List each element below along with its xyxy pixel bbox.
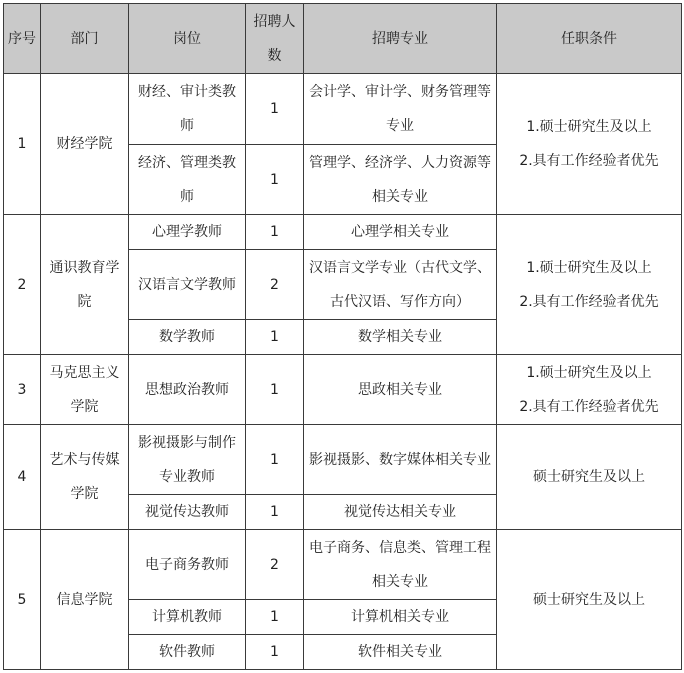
dept-line: 院 [77,293,92,310]
header-requirements: 任职条件 [497,4,682,74]
position-line: 视觉传达教师 [145,504,229,520]
major-cell [304,425,497,495]
major-line: 视觉传达相关专业 [344,504,456,520]
seq-cell: 2 [4,215,41,355]
seq-cell: 5 [4,530,41,670]
position-cell [129,600,246,635]
position-line: 心理学教师 [152,224,222,240]
requirements-cell [497,530,682,670]
position-cell [129,320,246,355]
position-line: 软件教师 [159,644,215,660]
major-line: 古代汉语、写作方向） [330,293,470,310]
dept-line: 通识教育学 [49,259,120,276]
seq-cell: 3 [4,355,41,425]
dept-cell [41,215,129,355]
position-line: 经济、管理类教 [138,154,236,171]
major-line: 影视摄影、数字媒体相关专业 [309,451,491,468]
position-line: 电子商务教师 [145,556,229,573]
major-line: 数学相关专业 [358,329,442,345]
position-line: 影视摄影与制作 [138,434,236,451]
position-cell [129,215,246,250]
requirement-line: 1.硕士研究生及以上 [526,259,652,276]
dept-cell [41,425,129,530]
position-cell [129,530,246,600]
position-line: 思想政治教师 [145,381,229,398]
requirements-cell [497,425,682,530]
position-cell [129,145,246,215]
major-line: 汉语言文学专业（古代文学、 [309,259,491,276]
dept-line: 艺术与传媒 [49,452,120,468]
header-count-line: 数 [267,47,282,64]
major-cell [304,74,497,145]
major-line: 管理学、经济学、人力资源等 [309,154,491,171]
requirement-line: 2.具有工作经验者优先 [519,293,659,310]
major-cell [304,355,497,425]
table-row [4,74,682,145]
dept-line: 财经学院 [56,136,113,152]
table-row [4,530,682,600]
count-cell: 1 [246,600,304,635]
header-position: 岗位 [129,4,246,74]
table-row [4,425,682,495]
major-cell [304,145,497,215]
dept-line: 学院 [70,486,99,502]
position-line: 汉语言文学教师 [138,276,236,293]
major-line: 电子商务、信息类、管理工程 [309,539,491,556]
header-count-line: 招聘人 [253,13,296,30]
count-cell: 1 [246,145,304,215]
position-cell [129,250,246,320]
count-cell: 2 [246,250,304,320]
major-cell [304,530,497,600]
dept-line: 学院 [70,398,99,415]
position-line: 师 [180,118,194,134]
count-cell: 1 [246,74,304,145]
major-line: 计算机相关专业 [351,609,449,625]
major-line: 相关专业 [372,573,428,590]
header-major: 招聘专业 [304,4,497,74]
major-cell [304,250,497,320]
requirement-line: 硕士研究生及以上 [533,591,645,608]
requirement-line: 硕士研究生及以上 [533,469,645,485]
count-cell: 1 [246,495,304,530]
dept-line: 信息学院 [56,591,113,608]
seq-cell: 1 [4,74,41,215]
header-seq: 序号 [4,4,41,74]
major-line: 专业 [386,118,414,134]
major-cell [304,215,497,250]
table-body [4,74,682,670]
count-cell: 1 [246,635,304,670]
position-cell [129,495,246,530]
position-line: 财经、审计类教 [138,84,236,100]
major-line: 思政相关专业 [358,381,442,398]
table-row [4,355,682,425]
seq-cell: 4 [4,425,41,530]
requirements-cell [497,215,682,355]
position-cell [129,74,246,145]
major-line: 心理学相关专业 [351,224,449,240]
header-row [4,4,682,74]
major-line: 软件相关专业 [358,644,442,660]
major-line: 相关专业 [372,188,428,205]
position-cell [129,425,246,495]
dept-line: 马克思主义 [49,364,120,381]
requirements-cell [497,355,682,425]
position-cell [129,355,246,425]
position-line: 专业教师 [159,468,215,485]
table-row [4,215,682,250]
position-cell [129,635,246,670]
count-cell: 1 [246,215,304,250]
count-cell: 1 [246,320,304,355]
major-line: 会计学、审计学、财务管理等 [309,84,491,100]
position-line: 数学教师 [159,329,215,345]
requirement-line: 2.具有工作经验者优先 [519,153,659,169]
count-cell: 1 [246,355,304,425]
major-cell [304,495,497,530]
dept-cell [41,355,129,425]
header-count [246,4,304,74]
count-cell: 2 [246,530,304,600]
requirement-line: 1.硕士研究生及以上 [526,119,652,135]
header-dept: 部门 [41,4,129,74]
position-line: 师 [180,188,194,205]
major-cell [304,635,497,670]
position-line: 计算机教师 [152,609,222,625]
requirement-line: 1.硕士研究生及以上 [526,364,652,381]
major-cell [304,320,497,355]
recruitment-table [3,3,682,670]
requirement-line: 2.具有工作经验者优先 [519,398,659,415]
count-cell: 1 [246,425,304,495]
major-cell [304,600,497,635]
dept-cell [41,530,129,670]
requirements-cell [497,74,682,215]
dept-cell [41,74,129,215]
